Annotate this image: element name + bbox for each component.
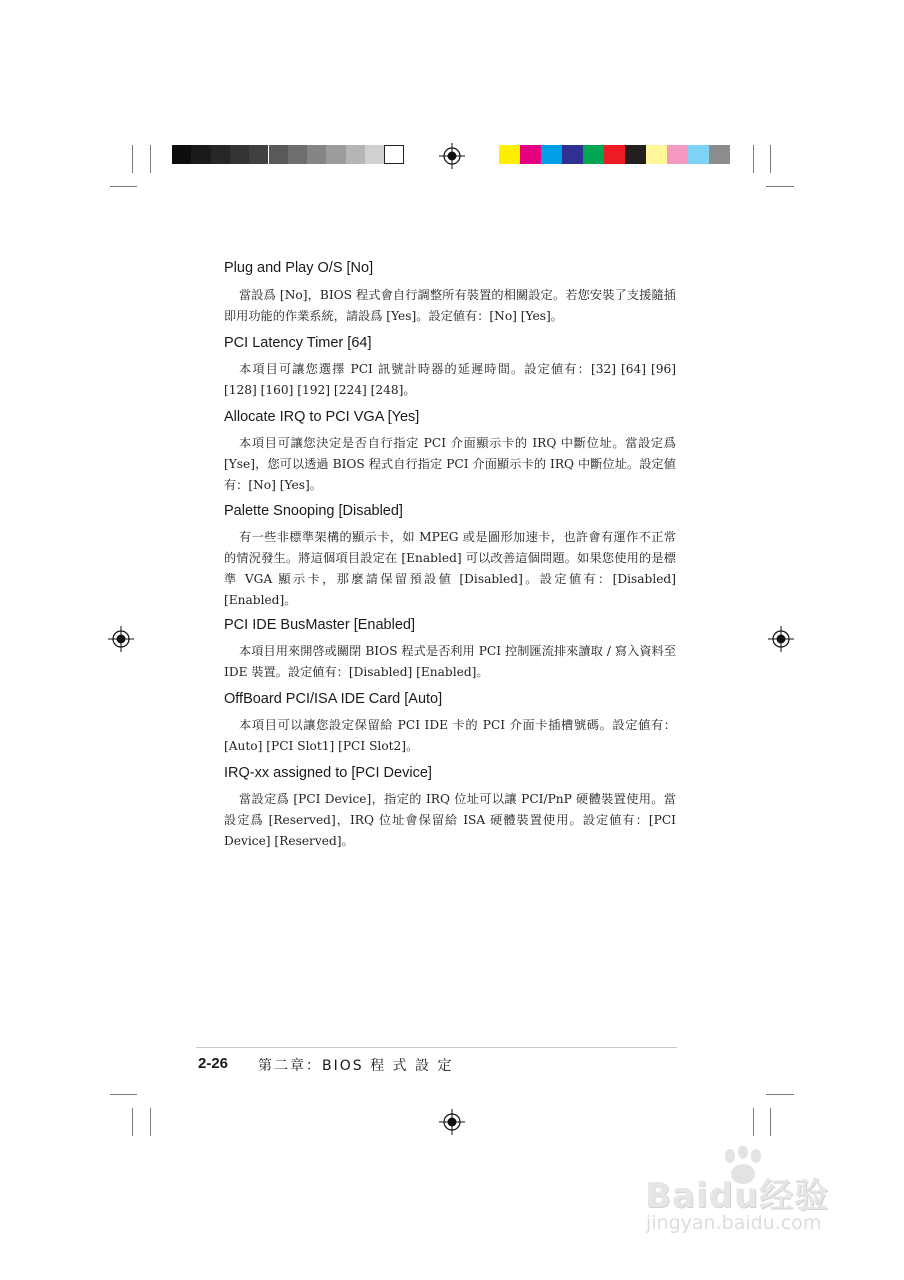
color-swatch [646,145,667,164]
watermark-url: jingyan.baidu.com [646,1212,822,1234]
registration-mark-icon [439,143,465,169]
color-swatch [667,145,688,164]
color-swatch [709,145,730,164]
color-swatch [230,145,249,164]
crop-mark [110,1094,137,1095]
color-swatch [604,145,625,164]
crop-mark [132,145,133,173]
color-swatch [249,145,268,164]
crop-mark [132,1108,133,1136]
color-swatch [365,145,384,164]
setting-description-irq-assigned: 當設定爲 [PCI Device]，指定的 IRQ 位址可以讓 PCI/PnP 硬體裝置使用。當設定爲 [Reserved]，IRQ 位址會保留給 ISA 硬體裝置使用。設定値有：[PCI Device] [Reserved]。 [224,792,676,848]
setting-description-pci-ide-busmaster: 本項目用來開啓或關閉 BIOS 程式是否利用 PCI 控制匯流排來讀取 / 寫入資料至 IDE 裝置。設定値有：[Disabled] [Enabled]。 [224,644,676,679]
footer-divider [196,1047,677,1048]
crop-mark [766,1094,794,1095]
setting-description-pci-latency-timer: 本項目可讓您選擇 PCI 訊號計時器的延遲時間。設定値有：[32] [64] [96] [128] [160] [192] [224] [248]。 [224,362,676,397]
setting-title-pci-ide-busmaster: PCI IDE BusMaster [Enabled] [224,617,415,633]
crop-mark [753,145,754,173]
color-swatch [307,145,326,164]
setting-description-plug-and-play: 當設爲 [No]，BIOS 程式會自行調整所有裝置的相關設定。若您安裝了支援隨插即用功能的作業系統，請設爲 [Yes]。設定値有：[No] [Yes]。 [224,288,676,323]
crop-mark [770,1108,771,1136]
color-swatch [191,145,210,164]
crop-mark [150,1108,151,1136]
color-swatch [688,145,709,164]
crop-mark [753,1108,754,1136]
color-swatch [520,145,541,164]
color-swatch [172,145,191,164]
registration-mark-icon [768,626,794,652]
setting-description-offboard-ide-card: 本項目可以讓您設定保留給 PCI IDE 卡的 PCI 介面卡插槽號碼。設定値有：[Auto] [PCI Slot1] [PCI Slot2]。 [224,718,676,753]
color-swatch [269,145,288,164]
chapter-title: 第二章：BIOS 程 式 設 定 [258,1058,454,1074]
registration-mark-icon [439,1109,465,1135]
setting-title-offboard-ide-card: OffBoard PCI/ISA IDE Card [Auto] [224,691,443,707]
setting-title-plug-and-play: Plug and Play O/S [No] [224,260,374,276]
color-swatch [288,145,307,164]
color-swatch [346,145,365,164]
crop-mark [766,186,794,187]
color-swatch [211,145,230,164]
setting-title-pci-latency-timer: PCI Latency Timer [64] [224,335,372,351]
crop-mark [110,186,137,187]
color-swatch [326,145,345,164]
color-swatch [625,145,646,164]
setting-description-allocate-irq: 本項目可讓您決定是否自行指定 PCI 介面顯示卡的 IRQ 中斷位址。當設定爲 [Yse]，您可以透過 BIOS 程式自行指定 PCI 介面顯示卡的 IRQ 中斷位址。設定値有：[No] [Yes]。 [224,436,676,492]
watermark-logo: Baidu经验 [645,1176,830,1216]
setting-title-irq-assigned: IRQ-xx assigned to [PCI Device] [224,765,432,781]
setting-title-allocate-irq: Allocate IRQ to PCI VGA [Yes] [224,409,420,425]
color-swatch [384,145,403,164]
color-swatch [562,145,583,164]
color-swatch [541,145,562,164]
color-swatch [583,145,604,164]
setting-title-palette-snooping: Palette Snooping [Disabled] [224,503,403,519]
crop-mark [150,145,151,173]
setting-description-palette-snooping: 有一些非標準架構的顯示卡，如 MPEG 或是圖形加速卡，也許會有運作不正常的情況發生。將這個項目設定在 [Enabled] 可以改善這個問題。如果您使用的是標準 VGA 顯示卡，那麼請保留預設値 [Disabled]。設定値有：[Disabled] [Enabled]。 [224,530,676,607]
color-swatch [499,145,520,164]
page-number: 2-26 [198,1055,229,1072]
crop-mark [770,145,771,173]
registration-mark-icon [108,626,134,652]
